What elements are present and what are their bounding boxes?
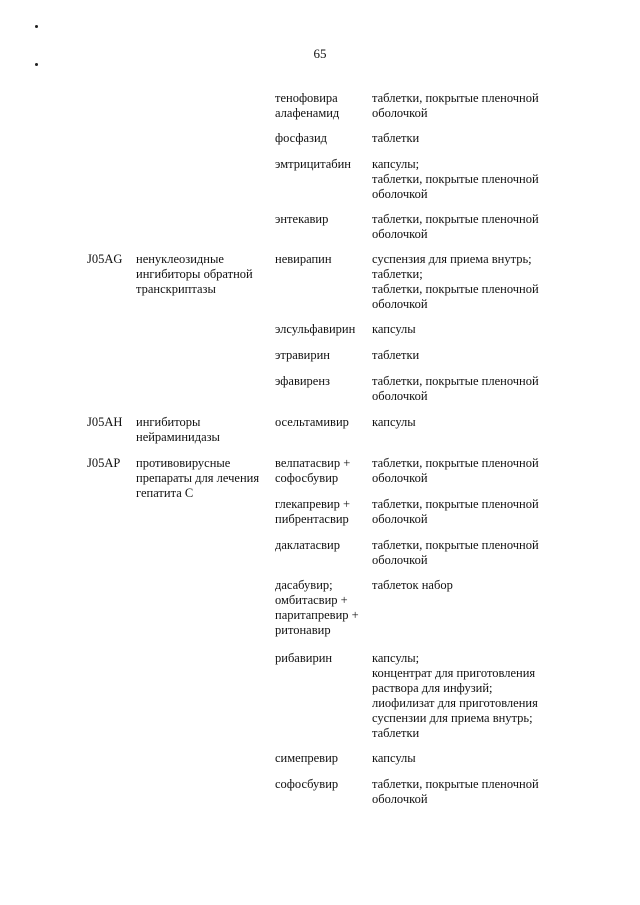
- drug-name: симепревир: [275, 751, 339, 765]
- drug-name: этравирин: [275, 348, 330, 362]
- drug-name: эмтрицитабин: [275, 157, 352, 171]
- drug-name: глекапревир + пибрентасвир: [275, 497, 351, 526]
- drug-name: фосфазид: [275, 131, 327, 145]
- drug-name: софосбувир: [275, 777, 339, 791]
- dosage-form: таблетки, покрытые пленочной оболочкой: [372, 497, 539, 526]
- dosage-form: таблетки, покрытые пленочной оболочкой: [372, 91, 539, 120]
- drug-name: элсульфавирин: [275, 322, 356, 336]
- dosage-form: капсулы; концентрат для приготовления раствора для инфузий; лиофилизат для приготовления суспензии для приема внутрь; таблетки: [372, 651, 538, 740]
- dosage-form: таблетки, покрытые пленочной оболочкой: [372, 538, 539, 567]
- margin-dot: [35, 25, 38, 28]
- dosage-form: таблетки, покрытые пленочной оболочкой: [372, 374, 539, 403]
- dosage-form: капсулы: [372, 751, 416, 765]
- dosage-form: суспензия для приема внутрь; таблетки; таблетки, покрытые пленочной оболочкой: [372, 252, 539, 311]
- pharmacological-group: ингибиторы нейраминидазы: [136, 415, 220, 444]
- page-number: 65: [313, 46, 327, 61]
- dosage-form: капсулы: [372, 415, 416, 429]
- atc-code: J05AP: [87, 456, 121, 470]
- dosage-form: таблеток набор: [372, 578, 453, 592]
- dosage-form: капсулы: [372, 322, 416, 336]
- drug-name: даклатасвир: [275, 538, 340, 552]
- dosage-form: капсулы; таблетки, покрытые пленочной оболочкой: [372, 157, 539, 201]
- pharmacological-group: противовирусные препараты для лечения гепатита C: [136, 456, 260, 500]
- drug-name: рибавирин: [275, 651, 333, 665]
- drug-name: велпатасвир + софосбувир: [275, 456, 351, 485]
- drug-name: эфавиренз: [275, 374, 330, 388]
- drug-name: дасабувир; омбитасвир + паритапревир + ритонавир: [275, 578, 359, 637]
- dosage-form: таблетки, покрытые пленочной оболочкой: [372, 456, 539, 485]
- margin-dot: [35, 63, 38, 66]
- dosage-form: таблетки, покрытые пленочной оболочкой: [372, 777, 539, 806]
- dosage-form: таблетки: [372, 348, 420, 362]
- pharmacological-group: ненуклеозидные ингибиторы обратной транскриптазы: [136, 252, 253, 296]
- drug-name: энтекавир: [275, 212, 329, 226]
- drug-name: тенофовира алафенамид: [275, 91, 340, 120]
- dosage-form: таблетки: [372, 131, 420, 145]
- atc-code: J05AH: [87, 415, 123, 429]
- dosage-form: таблетки, покрытые пленочной оболочкой: [372, 212, 539, 241]
- atc-code: J05AG: [87, 252, 123, 266]
- drug-name: невирапин: [275, 252, 332, 266]
- drug-name: осельтамивир: [275, 415, 349, 429]
